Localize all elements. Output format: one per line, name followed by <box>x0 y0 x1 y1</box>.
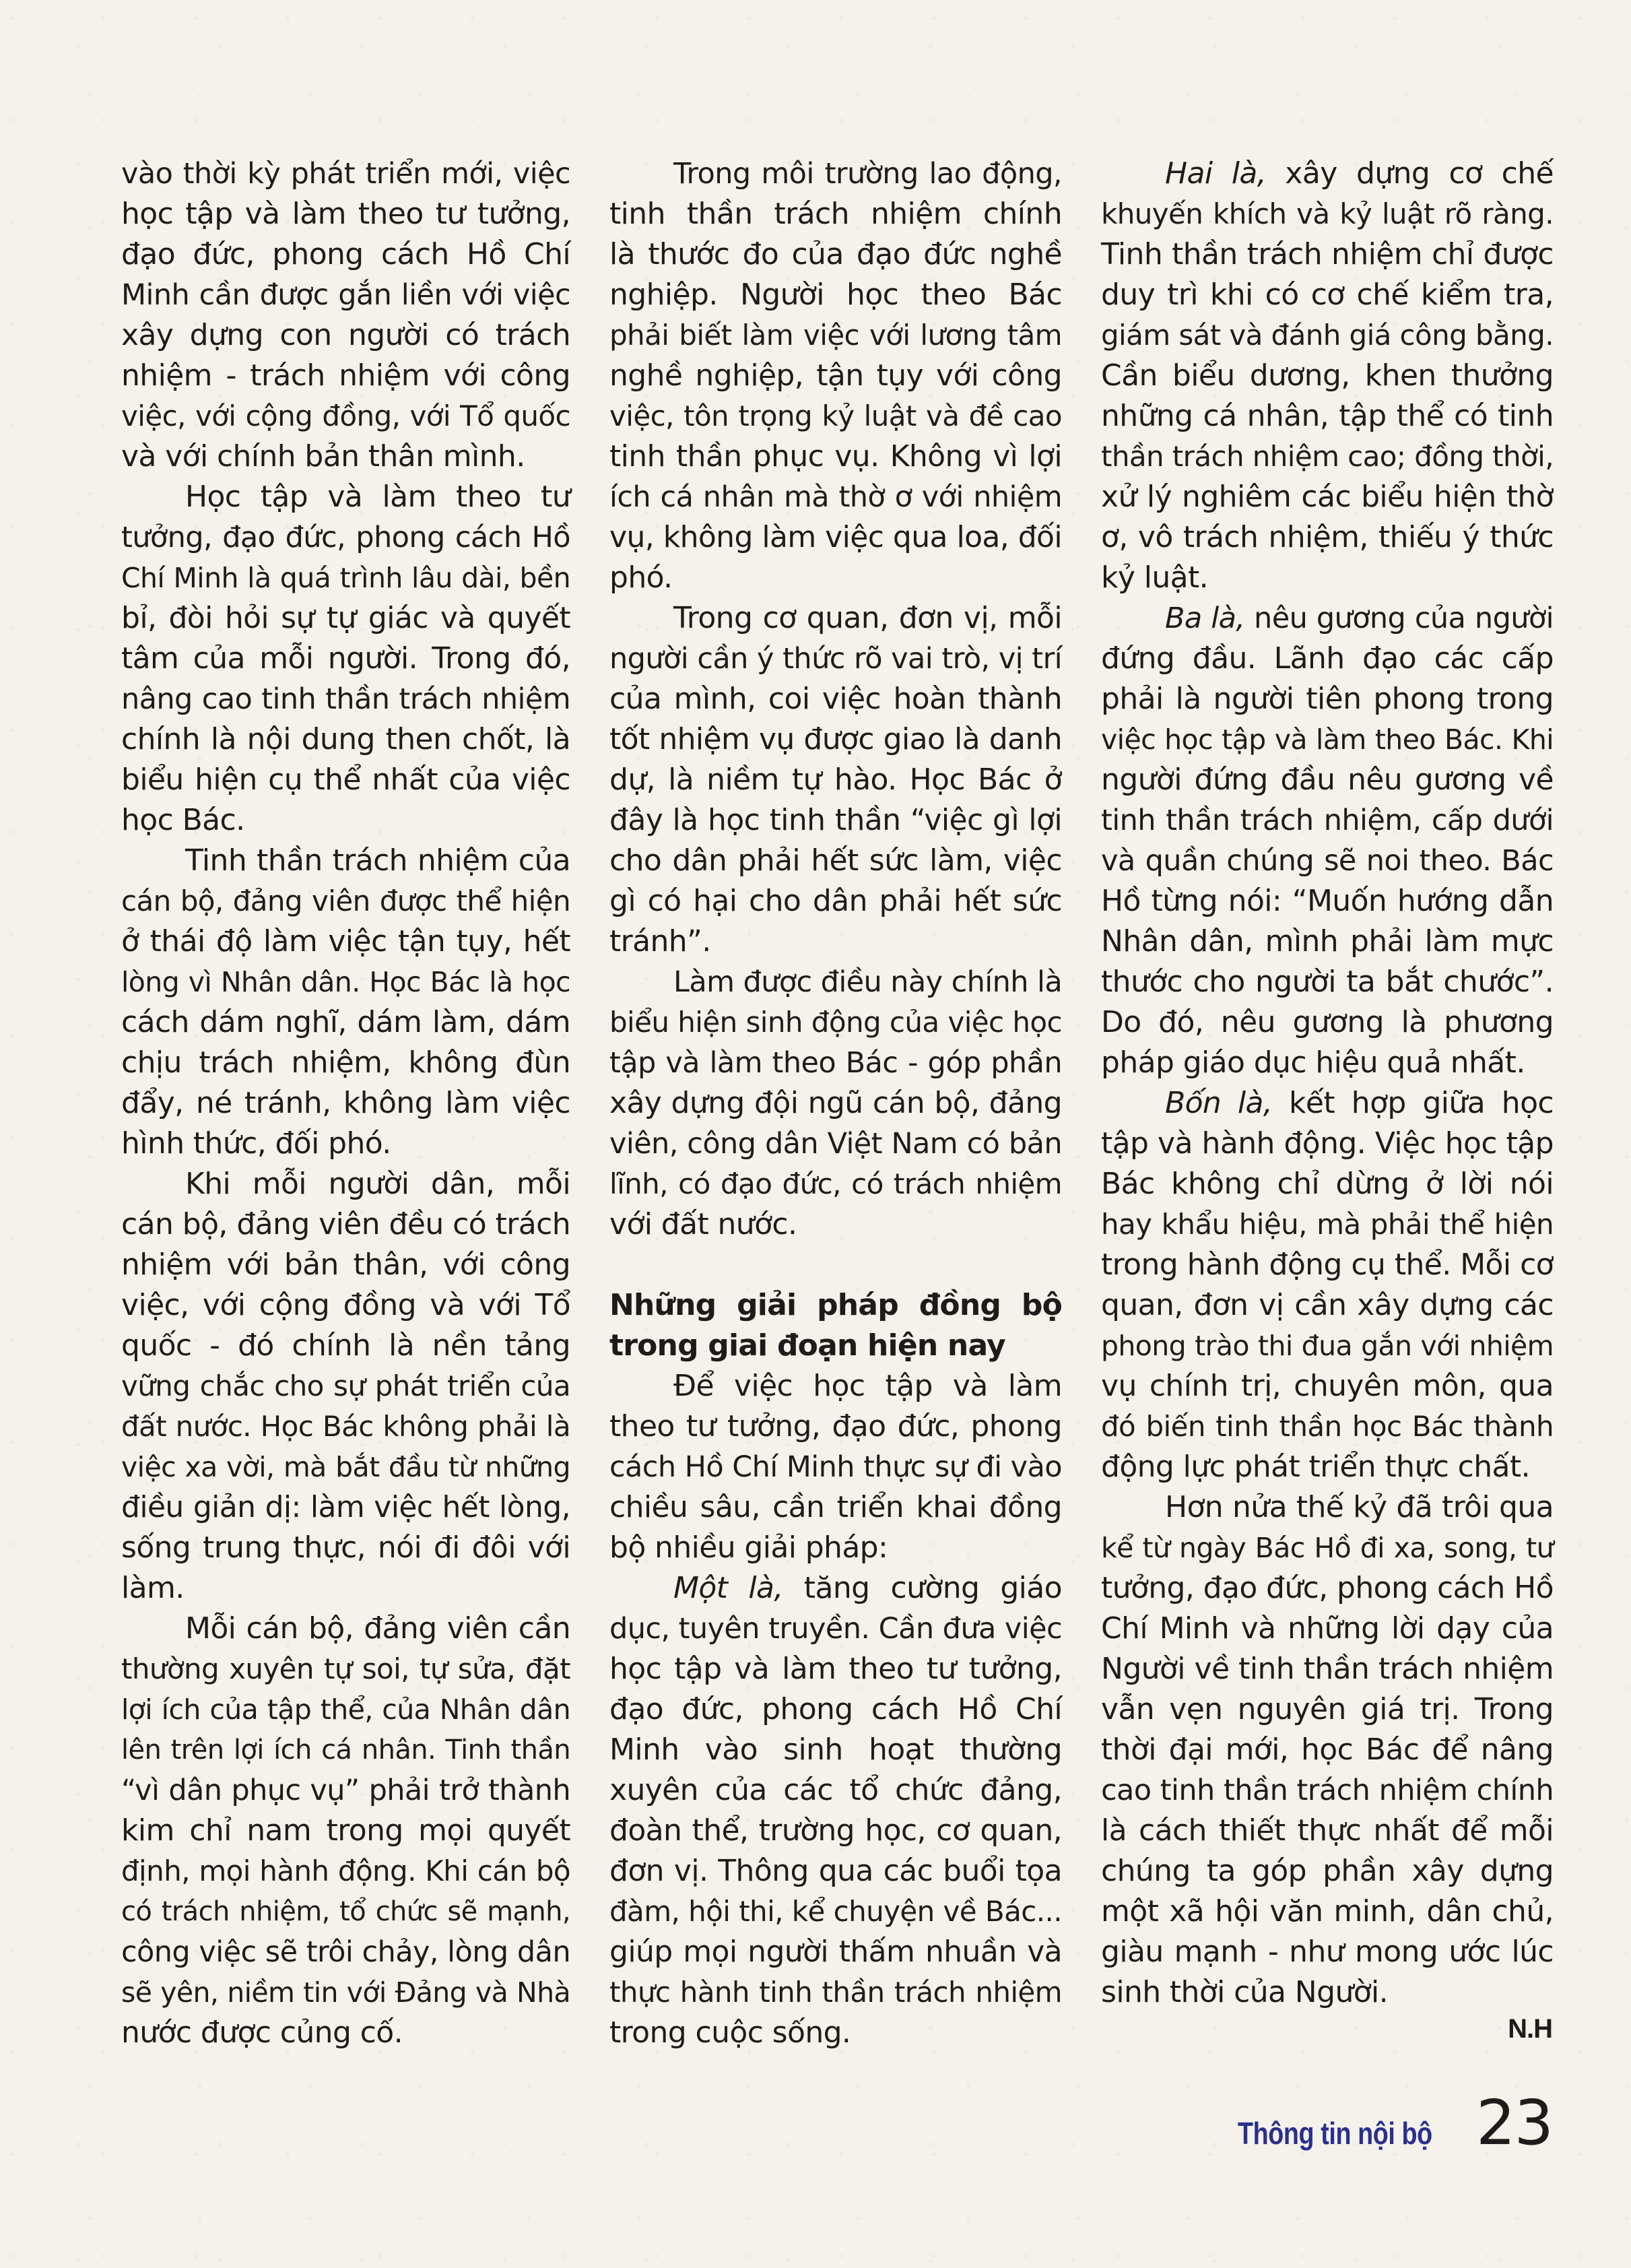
text-line: giúp mọi người thấm nhuần và <box>609 1935 1062 1969</box>
text-line: học Bác. <box>121 803 245 837</box>
text-run: nêu gương của người <box>1244 602 1554 635</box>
author-signature: N.H <box>1508 2014 1552 2044</box>
text-line: gì có hại cho dân phải hết sức <box>609 884 1062 918</box>
text-line: pháp giáo dục hiệu quả nhất. <box>1101 1045 1525 1080</box>
text-line: tinh thần trách nhiệm chính <box>609 197 1062 231</box>
text-line: là thước đo của đạo đức nghề <box>609 237 1062 271</box>
text-line: làm. <box>121 1571 185 1605</box>
text-line: xử lý nghiêm các biểu hiện thờ <box>1101 480 1554 514</box>
text-line: định, mọi hành động. Khi cán bộ <box>121 1854 570 1887</box>
text-line: phong trào thi đua gắn với nhiệm <box>1101 1330 1554 1362</box>
text-line: Học tập và làm theo tư <box>185 480 570 514</box>
text-line: chiều sâu, cần triển khai đồng <box>609 1490 1062 1524</box>
text-line: đây là học tinh thần “việc gì lợi <box>609 803 1062 837</box>
text-line: đơn vị. Thông qua các buổi tọa <box>609 1854 1062 1888</box>
text-line: duy trì khi có cơ chế kiểm tra, <box>1101 278 1554 312</box>
italic-lead: Một là, <box>673 1571 783 1605</box>
text-line: học tập và làm theo tư tưởng, <box>121 197 570 231</box>
text-line: động lực phát triển thực chất. <box>1101 1450 1530 1484</box>
text-line: đoàn thể, trường học, cơ quan, <box>609 1813 1062 1848</box>
text-line: quan, đơn vị cần xây dựng các <box>1101 1288 1554 1322</box>
text-line: thực hành tinh thần trách nhiệm <box>609 1976 1062 2009</box>
text-line <box>1101 154 1554 194</box>
text-line: trong hành động cụ thể. Mỗi cơ <box>1101 1248 1554 1282</box>
text-line: hình thức, đối phó. <box>121 1126 391 1161</box>
text-line: thường xuyên tự soi, tự sửa, đặt <box>121 1652 570 1685</box>
text-line: học tập và làm theo tư tưởng, <box>609 1652 1062 1686</box>
text-line: sẽ yên, niềm tin với Đảng và Nhà <box>121 1976 570 2009</box>
text-line: chịu trách nhiệm, không đùn <box>121 1045 570 1080</box>
text-line: kỷ luật. <box>1101 560 1209 595</box>
text-line: cho dân phải hết sức làm, việc <box>609 843 1062 878</box>
text-line: sống trung thực, nói đi đôi với <box>121 1530 570 1565</box>
text-line <box>1101 1083 1554 1124</box>
text-line: trong cuộc sống. <box>609 2015 851 2050</box>
text-line: theo tư tưởng, đạo đức, phong <box>609 1409 1062 1444</box>
text-line: việc, với cộng đồng và với Tổ <box>121 1288 570 1322</box>
text-line: Hồ từng nói: “Muốn hướng dẫn <box>1101 884 1554 918</box>
text-line: nước được củng cố. <box>121 2015 403 2050</box>
text-line: Chí Minh là quá trình lâu dài, bền <box>121 562 570 594</box>
text-line: người cần ý thức rõ vai trò, vị trí <box>609 642 1062 676</box>
text-line: Mỗi cán bộ, đảng viên cần <box>185 1611 570 1646</box>
text-line: những cá nhân, tập thể có tinh <box>1101 399 1554 433</box>
text-line: Bác không chỉ dừng ở lời nói <box>1101 1167 1554 1201</box>
text-line: cán bộ, đảng viên đều có trách <box>121 1207 570 1241</box>
text-line: lợi ích của tập thể, của Nhân dân <box>121 1693 570 1726</box>
text-line: và quần chúng sẽ noi theo. Bác <box>1101 844 1554 878</box>
text-line: tưởng, đạo đức, phong cách Hồ <box>121 521 570 554</box>
text-line: tập và hành động. Việc học tập <box>1101 1126 1554 1161</box>
text-run: xây dựng cơ chế <box>1266 156 1554 191</box>
text-line: nâng cao tinh thần trách nhiệm <box>121 682 570 716</box>
text-line: cách Hồ Chí Minh thực sự đi vào <box>609 1450 1062 1484</box>
text-line: vẫn vẹn nguyên giá trị. Trong <box>1101 1692 1554 1726</box>
text-line <box>1101 598 1554 639</box>
text-line: xây dựng đội ngũ cán bộ, đảng <box>609 1086 1062 1120</box>
text-line: đứng đầu. Lãnh đạo các cấp <box>1101 641 1554 676</box>
text-line: tránh”. <box>609 924 711 959</box>
article-column-2 <box>609 154 1062 2053</box>
text-line: Tinh thần trách nhiệm của <box>185 843 570 878</box>
text-line: Trong cơ quan, đơn vị, mỗi <box>673 601 1062 635</box>
text-line: vụ, không làm việc qua loa, đối <box>609 520 1062 554</box>
text-line: lòng vì Nhân dân. Học Bác là học <box>121 966 570 998</box>
section-heading-line: Những giải pháp đồng bộ <box>609 1288 1062 1322</box>
text-line: và với chính bản thân mình. <box>121 439 525 474</box>
text-line: có trách nhiệm, tổ chức sẽ mạnh, <box>121 1896 570 1927</box>
text-line: điều giản dị: làm việc hết lòng, <box>121 1490 570 1524</box>
text-line: người đứng đầu nêu gương về <box>1101 763 1554 797</box>
text-line: giám sát và đánh giá công bằng. <box>1101 319 1554 352</box>
text-line: xuyên của các tổ chức đảng, <box>609 1773 1062 1807</box>
text-line: Làm được điều này chính là <box>673 965 1063 999</box>
text-line: với đất nước. <box>609 1207 797 1241</box>
text-line: biểu hiện cụ thể nhất của việc <box>121 763 570 797</box>
italic-lead: Bốn là, <box>1165 1086 1273 1120</box>
text-line: nhiệm - trách nhiệm với công <box>121 358 570 393</box>
text-line: giàu mạnh - như mong ước lúc <box>1101 1935 1554 1969</box>
text-line: bộ nhiều giải pháp: <box>609 1530 888 1565</box>
text-line: ơ, vô trách nhiệm, thiếu ý thức <box>1101 520 1554 554</box>
text-line: việc, tôn trọng kỷ luật và đề cao <box>609 399 1062 432</box>
publication-name: Thông tin nội bộ <box>1238 2116 1432 2151</box>
text-line: kể từ ngày Bác Hồ đi xa, song, tư <box>1101 1532 1554 1564</box>
text-line: việc học tập và làm theo Bác. Khi <box>1101 723 1554 756</box>
text-line: ở thái độ làm việc tận tụy, hết <box>121 924 570 959</box>
text-line: cán bộ, đảng viên được thể hiện <box>121 884 570 917</box>
text-line: Khi mỗi người dân, mỗi <box>185 1167 570 1201</box>
text-line: việc xa vời, mà bắt đầu từ những <box>121 1451 570 1483</box>
text-line: tốt nhiệm vụ được giao là danh <box>609 722 1062 756</box>
text-line: dự, là niềm tự hào. Học Bác ở <box>609 763 1062 797</box>
article-column-1 <box>121 154 570 2053</box>
text-line: đó biến tinh thần học Bác thành <box>1101 1410 1554 1443</box>
text-line: một xã hội văn minh, dân chủ, <box>1101 1894 1554 1929</box>
text-line: nghiệp. Người học theo Bác <box>609 278 1062 312</box>
text-line: tâm của mỗi người. Trong đó, <box>121 641 570 676</box>
text-run: tăng cường giáo <box>783 1571 1062 1605</box>
italic-lead: Ba là, <box>1165 602 1245 635</box>
text-line: Cần biểu dương, khen thưởng <box>1101 358 1554 393</box>
text-line: lĩnh, có đạo đức, có trách nhiệm <box>609 1167 1062 1200</box>
text-line: nhiệm với bản thân, với công <box>121 1248 570 1282</box>
page-number: 23 <box>1476 2087 1553 2159</box>
text-line: nghề nghiệp, tận tụy với công <box>609 358 1062 393</box>
text-line: viên, công dân Việt Nam có bản <box>609 1127 1062 1161</box>
text-line: ích cá nhân mà thờ ơ với nhiệm <box>609 480 1062 514</box>
text-line: đạo đức, phong cách Hồ Chí <box>609 1692 1062 1726</box>
text-line: tinh thần phục vụ. Không vì lợi <box>609 439 1062 474</box>
text-line: đàm, hội thi, kể chuyện về Bác... <box>609 1895 1062 1928</box>
text-line: cao tinh thần trách nhiệm chính <box>1101 1774 1554 1807</box>
text-line: tưởng, đạo đức, phong cách Hồ <box>1101 1571 1554 1605</box>
section-spacer <box>609 1245 1062 1285</box>
text-line: chúng ta góp phần xây dựng <box>1101 1854 1554 1888</box>
text-line: biểu hiện sinh động của việc học <box>609 1006 1062 1039</box>
text-line: tinh thần trách nhiệm, cấp dưới <box>1101 804 1554 837</box>
article-column-3 <box>1101 154 1554 2013</box>
text-line: sinh thời của Người. <box>1101 1975 1389 2009</box>
text-line: Nhân dân, mình phải làm mực <box>1101 924 1554 959</box>
text-line: công việc sẽ trôi chảy, lòng dân <box>121 1935 570 1969</box>
text-line: đất nước. Học Bác không phải là <box>121 1410 570 1443</box>
text-line: vững chắc cho sự phát triển của <box>121 1369 570 1402</box>
text-line: Để việc học tập và làm <box>673 1369 1062 1403</box>
text-line: bỉ, đòi hỏi sự tự giác và quyết <box>121 601 570 635</box>
text-line: quốc - đó chính là nền tảng <box>121 1328 570 1363</box>
text-line: kim chỉ nam trong mọi quyết <box>121 1813 570 1848</box>
text-line: Chí Minh và những lời dạy của <box>1101 1611 1554 1646</box>
text-line: dục, tuyên truyền. Cần đưa việc <box>609 1612 1062 1646</box>
text-line: vào thời kỳ phát triển mới, việc <box>121 157 570 191</box>
text-line: Hơn nửa thế kỷ đã trôi qua <box>1165 1490 1554 1524</box>
text-line: chính là nội dung then chốt, là <box>121 722 570 756</box>
text-line: Tinh thần trách nhiệm chỉ được <box>1101 237 1554 271</box>
text-line: của mình, coi việc hoàn thành <box>609 682 1062 716</box>
text-line: hay khẩu hiệu, mà phải thể hiện <box>1101 1208 1554 1241</box>
text-line: việc, với cộng đồng, với Tổ quốc <box>121 399 570 432</box>
text-line: phải là người tiên phong trong <box>1101 682 1554 716</box>
text-line <box>609 1568 1062 1609</box>
text-line: phó. <box>609 560 673 595</box>
text-line: thần trách nhiệm cao; đồng thời, <box>1101 440 1554 473</box>
text-line: là cách thiết thực nhất để mỗi <box>1101 1813 1554 1848</box>
italic-lead: Hai là, <box>1165 156 1267 191</box>
text-line: xây dựng con người có trách <box>121 318 570 352</box>
text-line: vụ chính trị, chuyên môn, qua <box>1101 1369 1554 1403</box>
text-line: cách dám nghĩ, dám làm, dám <box>121 1005 570 1039</box>
text-line: Minh vào sinh hoạt thường <box>609 1732 1062 1767</box>
section-heading-line: trong giai đoạn hiện nay <box>609 1328 1005 1363</box>
text-line: Người về tinh thần trách nhiệm <box>1101 1652 1554 1686</box>
text-line: lên trên lợi ích cá nhân. Tinh thần <box>121 1735 570 1765</box>
text-line: “vì dân phục vụ” phải trở thành <box>121 1774 570 1807</box>
text-line: phải biết làm việc với lương tâm <box>609 319 1062 352</box>
text-line: Do đó, nêu gương là phương <box>1101 1005 1554 1039</box>
text-line: thước cho người ta bắt chước”. <box>1101 965 1554 999</box>
text-line: Minh cần được gắn liền với việc <box>121 278 570 312</box>
text-line: đạo đức, phong cách Hồ Chí <box>121 237 570 271</box>
text-line: tập và làm theo Bác - góp phần <box>609 1046 1062 1080</box>
text-line: khuyến khích và kỷ luật rõ ràng. <box>1101 197 1554 230</box>
text-run: kết hợp giữa học <box>1272 1086 1554 1120</box>
text-line: đẩy, né tránh, không làm việc <box>121 1086 570 1120</box>
text-line: thời đại mới, học Bác để nâng <box>1101 1732 1554 1767</box>
text-line: Trong môi trường lao động, <box>673 157 1062 191</box>
